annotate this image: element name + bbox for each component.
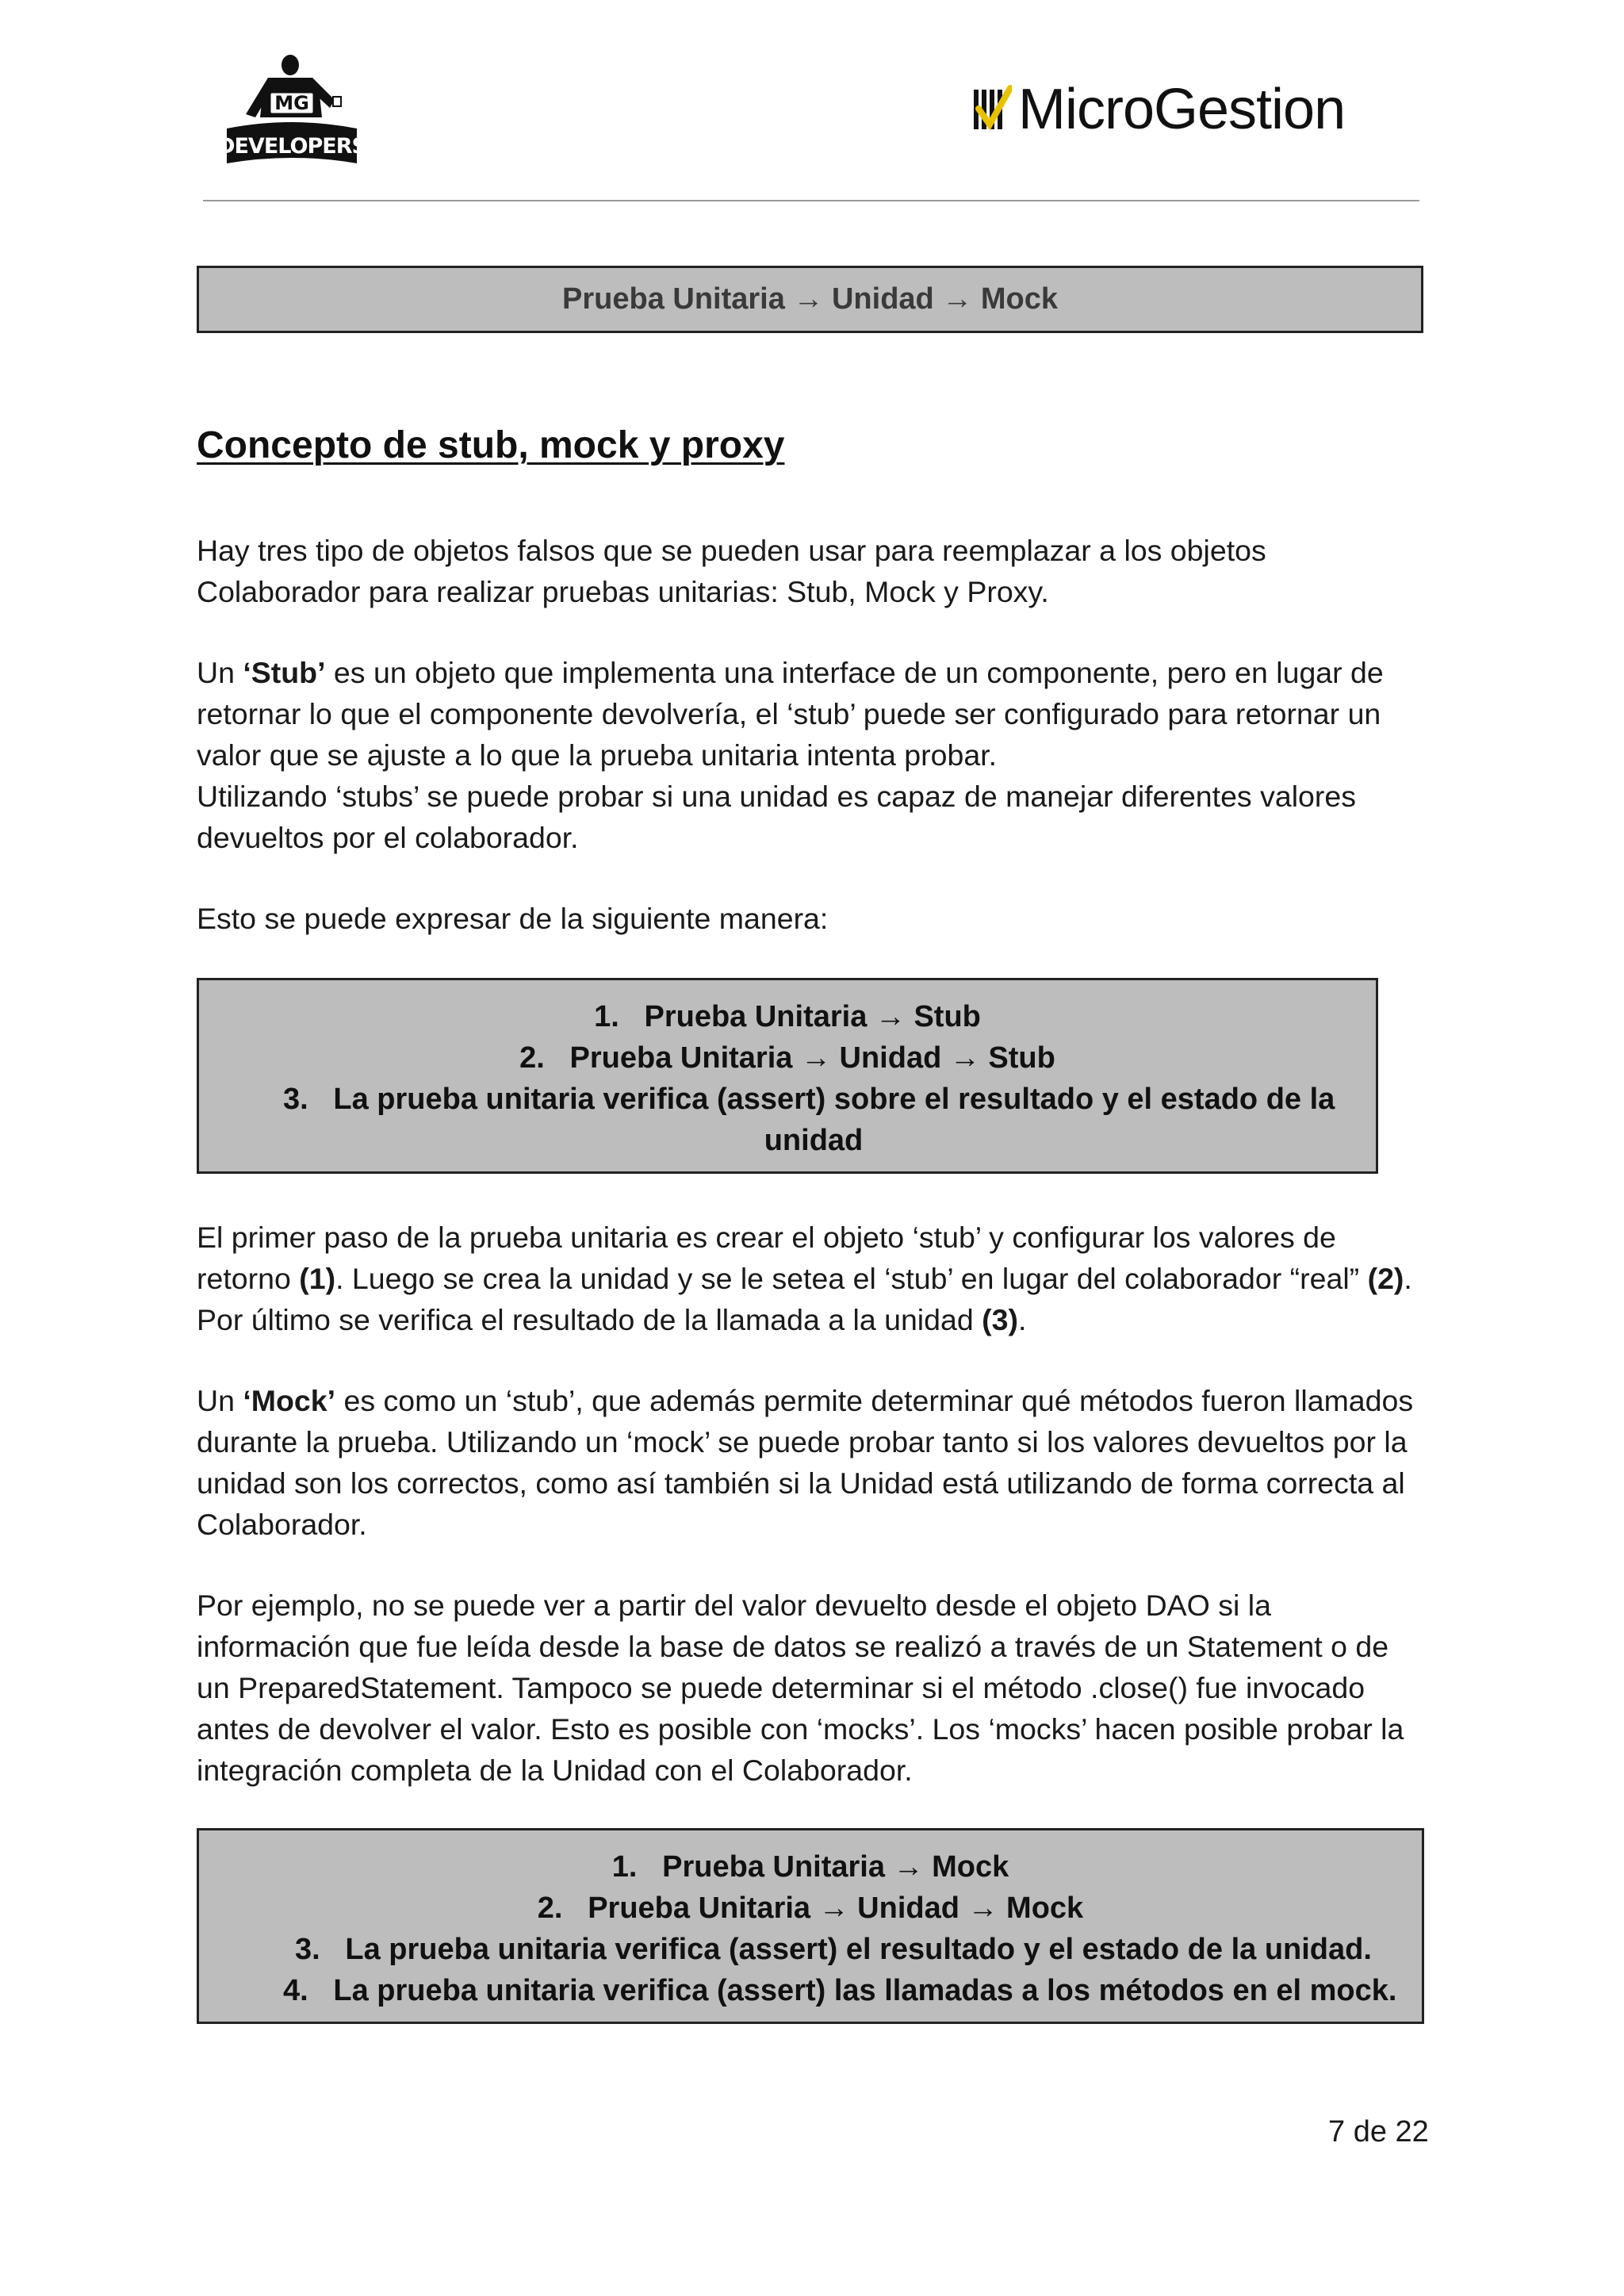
list-item-text: La prueba unitaria verifica (assert) el resultado y el estado de la unidad.	[345, 1933, 1372, 1966]
mock-definition-paragraph	[197, 1380, 1465, 1545]
list-item	[199, 1037, 1376, 1079]
text-line: retornar lo que el componente devolvería, el ‘stub’ puede ser configurado para retornar un	[197, 697, 1381, 730]
list-item-text: La prueba unitaria verifica (assert) sobre el resultado y el estado de la	[333, 1083, 1335, 1116]
text-fragment: es como un ‘stub’, que además permite determinar qué métodos fueron llamados	[335, 1384, 1414, 1417]
example-paragraph	[197, 1585, 1465, 1791]
list-item-text: Prueba Unitaria → Stub	[644, 1000, 981, 1033]
step-ref: (2)	[1367, 1262, 1404, 1295]
text-line: información que fue leída desde la base de datos se realizó a través de un Statement o de	[197, 1630, 1389, 1663]
text-line: unidad son los correctos, como así también si la Unidad está utilizando de forma correcta al	[197, 1466, 1405, 1500]
list-item	[199, 1846, 1422, 1888]
list-item	[283, 1970, 1396, 2011]
intro-paragraph	[197, 530, 1465, 612]
text-line	[197, 1299, 1465, 1340]
text-fragment: .	[1017, 1303, 1027, 1336]
text-line: integración completa de la Unidad con el Colaborador.	[197, 1754, 913, 1787]
text-fragment: es un objeto que implementa una interface de un componente, pero en lugar de	[325, 656, 1384, 689]
text-fragment: Por último se verifica el resultado de la llamada a la unidad	[197, 1303, 982, 1336]
mg-developers-logo	[222, 52, 361, 171]
text-line	[197, 1380, 1465, 1421]
text-line	[197, 1258, 1465, 1299]
text-line: Esto se puede expresar de la siguiente manera:	[197, 902, 829, 935]
list-item-continuation	[199, 1120, 1376, 1161]
text-line: valor que se ajuste a lo que la prueba unitaria intenta probar.	[197, 738, 998, 772]
header-divider	[203, 200, 1419, 201]
list-item-text: Prueba Unitaria → Unidad → Stub	[569, 1041, 1055, 1075]
list-item-number: 2.	[537, 1892, 563, 1925]
microgestion-logo	[972, 78, 1345, 141]
text-line: Por ejemplo, no se puede ver a partir del valor devuelto desde el objeto DAO si la	[197, 1589, 1271, 1622]
text-line: Colaborador para realizar pruebas unitarias: Stub, Mock y Proxy.	[197, 575, 1049, 608]
text-line: un PreparedStatement. Tampoco se puede determinar si el método .close() fue invocado	[197, 1671, 1365, 1704]
text-line: devueltos por el colaborador.	[197, 821, 579, 854]
text-fragment: Un	[197, 1384, 243, 1417]
list-item-text: Prueba Unitaria → Unidad → Mock	[588, 1892, 1084, 1925]
list-item	[283, 1079, 1335, 1120]
text-line: Colaborador.	[197, 1508, 367, 1541]
list-item-number: 2.	[519, 1041, 545, 1075]
text-line: Utilizando ‘stubs’ se puede probar si una unidad es capaz de manejar diferentes valores	[197, 780, 1356, 813]
list-item-number: 3.	[283, 1083, 308, 1116]
list-item	[199, 996, 1376, 1037]
mock-steps-box	[197, 1828, 1424, 2024]
text-line: antes de devolver el valor. Esto es posible con ‘mocks’. Los ‘mocks’ hacen posible probar la	[197, 1712, 1404, 1746]
text-line: El primer paso de la prueba unitaria es crear el objeto ‘stub’ y configurar los valores de	[197, 1221, 1336, 1254]
logo-developers-text: DEVELOPERS	[222, 134, 361, 159]
text-line: durante la prueba. Utilizando un ‘mock’ se puede probar tanto si los valores devueltos por la	[197, 1425, 1408, 1458]
logo-mg-text: MG	[274, 92, 309, 114]
text-line	[197, 652, 1465, 693]
stub-definition-paragraph	[197, 652, 1465, 858]
mock-term: ‘Mock’	[243, 1384, 336, 1417]
list-item-number: 1.	[594, 1000, 619, 1033]
list-item-text: Prueba Unitaria → Mock	[662, 1850, 1009, 1884]
list-item-text: unidad	[764, 1124, 864, 1157]
text-fragment: retorno	[197, 1262, 300, 1295]
list-item-number: 1.	[611, 1850, 638, 1884]
page-number: 7 de 22	[1328, 2115, 1429, 2148]
list-item	[199, 1888, 1422, 1929]
express-paragraph	[197, 898, 1465, 939]
list-item-number: 4.	[283, 1974, 308, 2007]
list-item-text: La prueba unitaria verifica (assert) las llamadas a los métodos en el mock.	[333, 1974, 1397, 2007]
text-fragment: . Luego se crea la unidad y se le setea el ‘stub’ en lugar del colaborador “real”	[335, 1262, 1368, 1295]
stub-term: ‘Stub’	[243, 656, 326, 689]
text-fragment: .	[1404, 1262, 1412, 1295]
microgestion-brand-text: MicroGestion	[1018, 78, 1346, 141]
mg-developers-logo-graphic	[222, 52, 361, 171]
breadcrumb	[197, 266, 1423, 333]
stub-steps-box	[197, 978, 1378, 1174]
breadcrumb-text: Prueba Unitaria → Unidad → Mock	[562, 282, 1058, 316]
microgestion-mark-icon	[972, 85, 1012, 134]
list-item-number: 3.	[295, 1933, 320, 1966]
step-ref: (3)	[982, 1303, 1018, 1336]
step-ref: (1)	[299, 1262, 336, 1295]
page-title: Concepto de stub, mock y proxy	[197, 424, 785, 466]
text-fragment: Un	[197, 656, 243, 689]
list-item	[295, 1929, 1372, 1970]
text-line: Hay tres tipo de objetos falsos que se pueden usar para reemplazar a los objetos	[197, 534, 1266, 567]
stub-steps-paragraph	[197, 1217, 1465, 1340]
